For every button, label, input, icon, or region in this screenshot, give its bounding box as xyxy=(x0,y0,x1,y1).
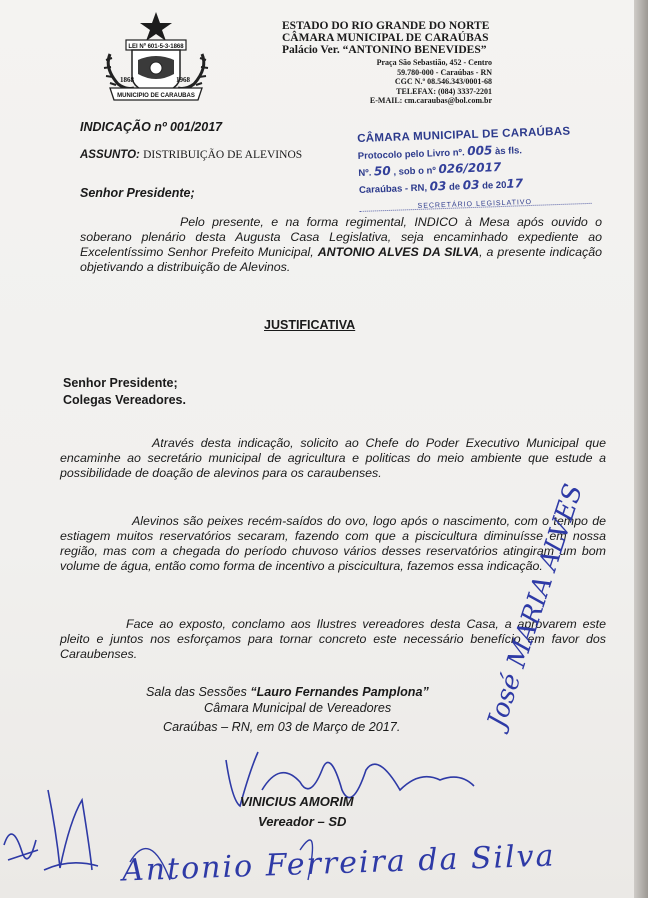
subject-value: DISTRIBUIÇÃO DE ALEVINOS xyxy=(143,149,303,161)
signature-jose-maria: José MARIA ALVES xyxy=(482,480,589,732)
closing-place-date: Caraúbas – RN, em 03 de Março de 2017. xyxy=(163,720,401,734)
letterhead-palace: Palácio Ver. “ANTONINO BENEVIDES” xyxy=(282,44,487,56)
closing-chamber: Câmara Municipal de Vereadores xyxy=(204,701,392,715)
crest-year-left: 1868 xyxy=(120,76,134,84)
letterhead xyxy=(282,20,542,56)
mayor-name: ANTONIO ALVES DA SILVA xyxy=(317,245,480,259)
page-edge-shadow xyxy=(634,0,648,898)
stamp-month: 03 xyxy=(462,177,480,193)
stamp-day: 03 xyxy=(429,178,447,194)
salutation-1: Senhor Presidente; xyxy=(80,186,195,200)
justification-title: JUSTIFICATIVA xyxy=(264,318,356,332)
subject-line xyxy=(80,149,302,161)
stamp-book-number: 005 xyxy=(467,143,493,159)
address-email: E-MAIL: cm.caraubas@bol.com.br xyxy=(369,96,492,105)
signature-left-2 xyxy=(44,790,98,870)
stamp-line-book: Protocolo pelo Livro nº. 005 às fls. xyxy=(357,143,523,162)
stamp-line-number: Nº. 50 , sob o nº 026/2017 xyxy=(358,159,502,179)
letterhead-address xyxy=(282,58,492,106)
stamp-footer: SECRETÁRIO LEGISLATIVO xyxy=(417,198,533,210)
address-zip: 59.780-000 - Caraúbas - RN xyxy=(397,67,492,77)
protocol-stamp xyxy=(357,125,600,223)
stamp-line-date: Caraúbas - RN, 03 de 03 de 2017 xyxy=(358,176,524,196)
paragraph-alevinos: Alevinos são peixes recém-saídos do ovo, logo após o nascimento, com o tempo de estiagem muitos reservatórios secaram, fazendo com que a piscicultura diminuísse em nossa região, mas com a chegada do período chuvoso vários desses reservatórios atingiram um bom volume de água, então como forma de incentivo a piscicultura, fazemos essa indicação. xyxy=(60,514,606,573)
paragraph-indication: Pelo presente, e na forma regimental, INDICO à Mesa após ouvido o soberano plenário desta Augusta Casa Legislativa, seja encaminhado expediente ao Excelentíssimo Senhor Prefeito Municipal, ANTONIO ALVES DA SILVA, a presente indicação objetivando a distribuição de Alevinos. xyxy=(80,215,602,274)
signer-name: VINICIUS AMORIM xyxy=(240,794,354,809)
paragraph-conclusion: Face ao exposto, conclamo aos Ilustres vereadores desta Casa, a aprovarem este pleito e juntos nos esforçamos para tornar concreto este necessário benefício em favor dos Caraubenses. xyxy=(60,617,606,661)
stamp-title: CÂMARA MUNICIPAL DE CARAÚBAS xyxy=(357,125,571,145)
address-street: Praça São Sebastião, 452 - Centro xyxy=(376,58,492,67)
municipal-coat-of-arms xyxy=(96,10,216,102)
address-telefax: TELEFAX: (084) 3337-2201 xyxy=(396,86,492,96)
signer-block xyxy=(240,792,354,832)
crest-star-icon xyxy=(140,12,172,41)
stamp-year: 17 xyxy=(506,176,524,191)
indication-number: INDICAÇÃO nº 001/2017 xyxy=(80,120,223,134)
crest-year-right: 1968 xyxy=(176,76,190,84)
salutation-2 xyxy=(63,375,186,409)
salutation-2-line-1: Senhor Presidente; xyxy=(63,376,178,390)
letterhead-chamber: CÂMARA MUNICIPAL DE CARAÚBAS xyxy=(282,32,489,44)
session-room-name: “Lauro Fernandes Pamplona” xyxy=(250,685,429,699)
salutation-2-line-2: Colegas Vereadores. xyxy=(63,393,186,407)
stamp-register-number: 026/2017 xyxy=(438,159,502,177)
signature-left-1 xyxy=(4,834,38,860)
crest-banner-text: LEI Nº 601-5-3-1868 xyxy=(128,43,184,50)
closing-session-room: Sala das Sessões “Lauro Fernandes Pamplona” xyxy=(146,685,429,699)
signature-antonio: Antonio Ferreira da Silva xyxy=(121,838,557,889)
signer-role: Vereador – SD xyxy=(258,814,347,829)
letterhead-state: ESTADO DO RIO GRANDE DO NORTE xyxy=(282,20,490,32)
paragraph-request: Através desta indicação, solicito ao Chefe do Poder Executivo Municipal que encaminhe ao secretário municipal de agricultura e politicas do meio ambiente que estude a possibilidade de doação de alevinos para os caraubenses. xyxy=(60,436,606,480)
stamp-sheet-number: 50 xyxy=(373,163,391,179)
crest-ribbon-text: MUNICIPIO DE CARAUBAS xyxy=(117,93,195,99)
subject-label: ASSUNTO: xyxy=(80,149,140,161)
address-cgc: CGC N.º 08.546.343/0001-68 xyxy=(394,77,492,86)
